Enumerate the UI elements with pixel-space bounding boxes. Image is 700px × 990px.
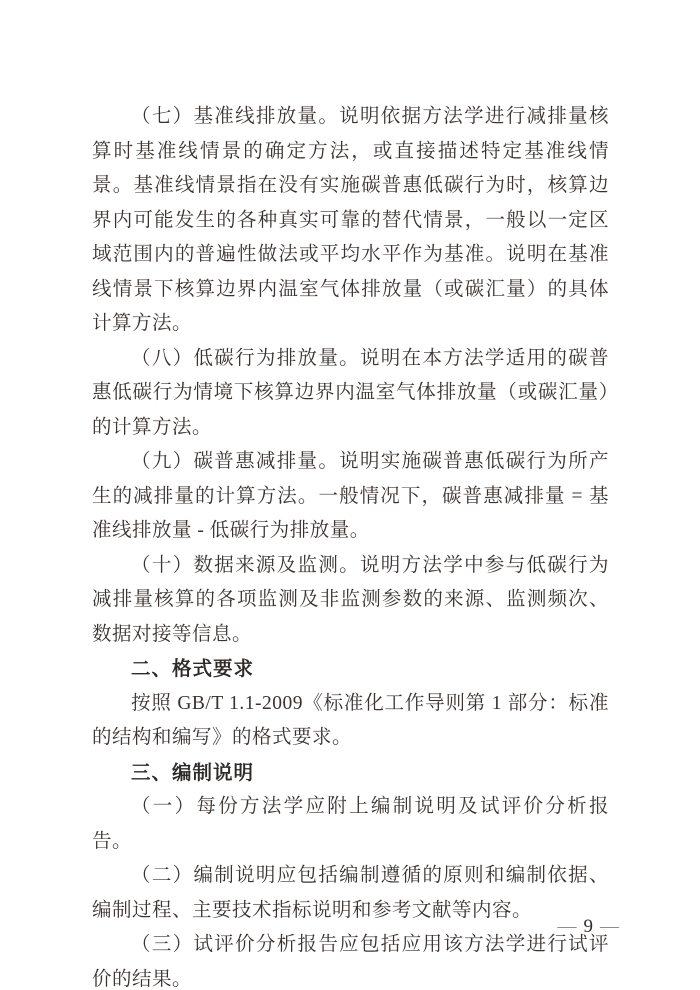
page-number: 9: [583, 916, 594, 937]
section-heading-notes: 三、编制说明: [131, 761, 255, 784]
footer-right-dash: —: [600, 916, 620, 937]
paragraph-item-9: （九）碳普惠减排量。说明实施碳普惠低碳行为所产生的减排量的计算方法。一般情况下，碳普惠减排量 = 基准线排放量 - 低碳行为排放量。: [92, 451, 609, 541]
paragraph-item-8: （八）低碳行为排放量。说明在本方法学适用的碳普惠低碳行为情境下核算边界内温室气体排放量（或碳汇量）的计算方法。: [92, 347, 609, 438]
document-body: [92, 100, 609, 990]
paragraph-note-3: （三）试评价分析报告应包括应用该方法学进行试评价的结果。: [92, 934, 609, 990]
paragraph-note-1: （一）每份方法学应附上编制说明及试评价分析报告。: [92, 796, 609, 852]
paragraph-item-7: （七）基准线排放量。说明依据方法学进行减排量核算时基准线情景的确定方法，或直接描述特定基准线情景。基准线情景指在没有实施碳普惠低碳行为时，核算边界内可能发生的各种真实可靠的替代情景，一般以一定区域范围内的普遍性做法或平均水平作为基准。说明在基准线情景下核算边界内温室气体排放量（或碳汇量）的具体计算方法。: [92, 106, 609, 334]
paragraph-note-2: （二）编制说明应包括编制遵循的原则和编制依据、编制过程、主要技术指标说明和参考文献等内容。: [92, 865, 609, 921]
footer-left-dash: —: [557, 916, 578, 937]
paragraph-format-detail: 按照 GB/T 1.1-2009《标准化工作导则第 1 部分：标准的结构和编写》的格式要求。: [92, 692, 609, 748]
section-heading-format: 二、格式要求: [131, 658, 255, 680]
paragraph-item-10: （十）数据来源及监测。说明方法学中参与低碳行为减排量核算的各项监测及非监测参数的来源、监测频次、数据对接等信息。: [92, 554, 609, 645]
page-footer: [552, 916, 627, 938]
